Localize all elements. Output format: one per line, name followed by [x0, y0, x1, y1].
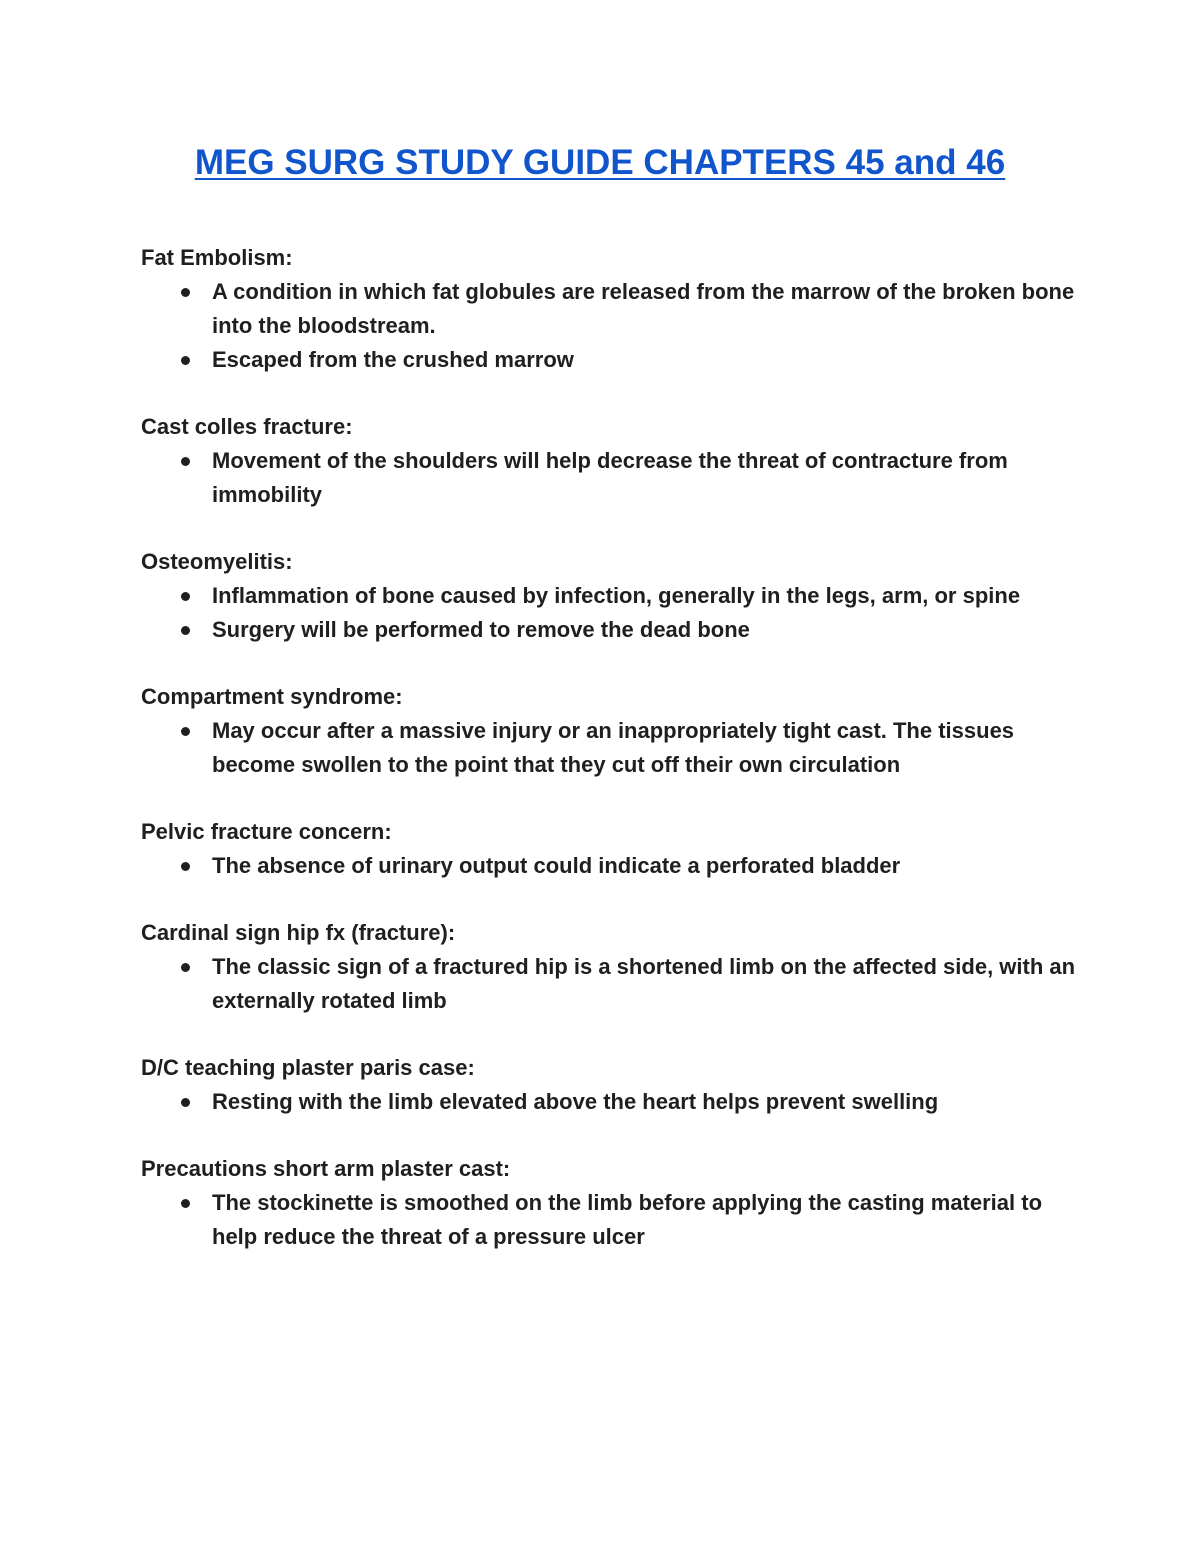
list-item [141, 950, 1081, 1018]
section-heading: D/C teaching plaster paris case: [141, 1055, 475, 1080]
bullet-list [141, 714, 1081, 782]
bullet-dot-icon [181, 727, 190, 736]
section-osteomyelitis [141, 545, 1081, 647]
bullet-dot-icon [181, 862, 190, 871]
bullet-list [141, 950, 1081, 1018]
list-item-text: The stockinette is smoothed on the limb before applying the casting material to help reduce the threat of a pressure ulcer [212, 1190, 1043, 1249]
bullet-dot-icon [181, 1098, 190, 1107]
bullet-dot-icon [181, 288, 190, 297]
bullet-dot-icon [181, 457, 190, 466]
bullet-list [141, 1186, 1081, 1254]
list-item-text: Inflammation of bone caused by infection, generally in the legs, arm, or spine [212, 583, 1021, 608]
bullet-dot-icon [181, 592, 190, 601]
list-item [141, 613, 1081, 647]
bullet-list [141, 444, 1081, 512]
list-item [141, 579, 1081, 613]
bullet-list [141, 275, 1081, 377]
bullet-dot-icon [181, 626, 190, 635]
section-heading: Pelvic fracture concern: [141, 819, 392, 844]
document-title: MEG SURG STUDY GUIDE CHAPTERS 45 and 46 [194, 143, 1006, 182]
bullet-list [141, 579, 1081, 647]
section-heading: Cast colles fracture: [141, 414, 353, 439]
section-dc-teaching-plaster-paris [141, 1051, 1081, 1119]
list-item [141, 275, 1081, 343]
bullet-dot-icon [181, 356, 190, 365]
list-item [141, 343, 1081, 377]
list-item-text: Movement of the shoulders will help decrease the threat of contracture from immobility [212, 448, 1008, 507]
list-item [141, 849, 1081, 883]
list-item-text: A condition in which fat globules are released from the marrow of the broken bone into the bloodstream. [212, 279, 1075, 338]
section-heading: Osteomyelitis: [141, 549, 293, 574]
list-item [141, 444, 1081, 512]
section-cast-colles-fracture [141, 410, 1081, 512]
section-compartment-syndrome [141, 680, 1081, 782]
bullet-list [141, 849, 1081, 883]
list-item-text: The absence of urinary output could indicate a perforated bladder [212, 853, 901, 878]
section-heading: Fat Embolism: [141, 245, 293, 270]
section-cardinal-sign-hip-fx [141, 916, 1081, 1018]
list-item-text: Escaped from the crushed marrow [212, 347, 574, 372]
list-item-text: Surgery will be performed to remove the dead bone [212, 617, 750, 642]
bullet-list [141, 1085, 1081, 1119]
section-fat-embolism [141, 241, 1081, 377]
bullet-dot-icon [181, 1199, 190, 1208]
list-item-text: The classic sign of a fractured hip is a shortened limb on the affected side, with an externally rotated limb [212, 954, 1076, 1013]
list-item [141, 1085, 1081, 1119]
section-heading: Compartment syndrome: [141, 684, 403, 709]
list-item-text: Resting with the limb elevated above the heart helps prevent swelling [212, 1089, 939, 1114]
section-heading: Precautions short arm plaster cast: [141, 1156, 511, 1181]
list-item [141, 714, 1081, 782]
document-body [141, 241, 1081, 1287]
section-heading: Cardinal sign hip fx (fracture): [141, 920, 456, 945]
bullet-dot-icon [181, 963, 190, 972]
list-item-text: May occur after a massive injury or an inappropriately tight cast. The tissues become swollen to the point that they cut off their own circulation [212, 718, 1015, 777]
section-pelvic-fracture-concern [141, 815, 1081, 883]
list-item [141, 1186, 1081, 1254]
section-precautions-short-arm-cast [141, 1152, 1081, 1254]
